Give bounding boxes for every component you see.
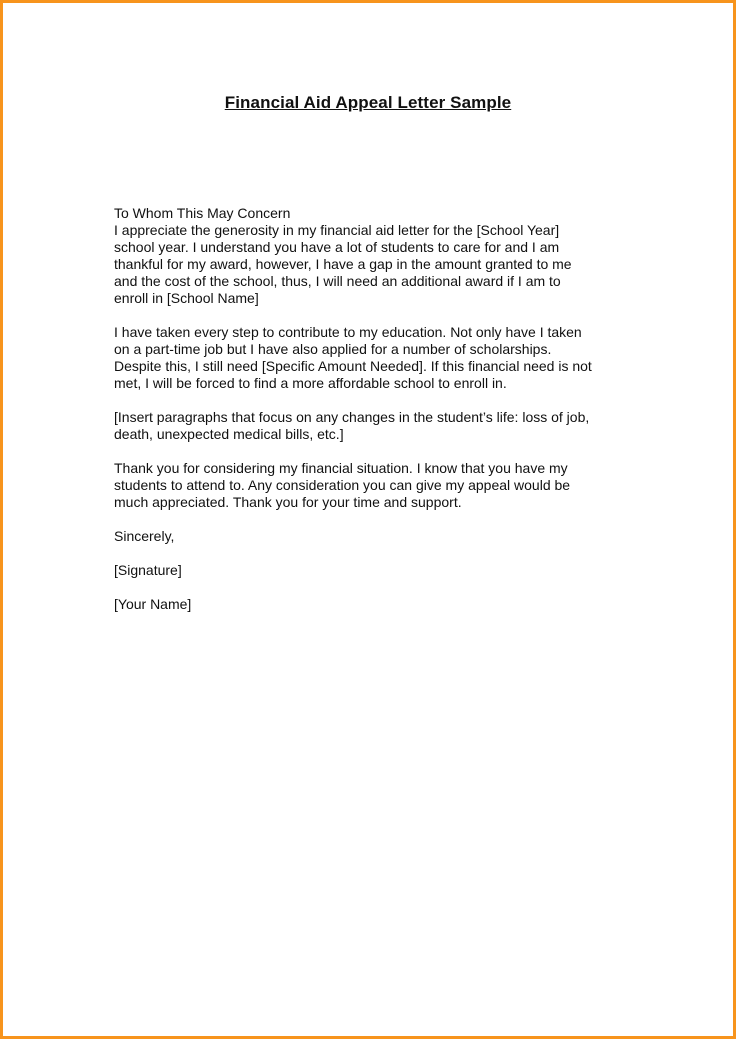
paragraph-gap [114,579,634,596]
paragraph-gap [114,545,634,562]
salutation: To Whom This May Concern [114,205,291,221]
paragraph-line: met, I will be forced to find a more affordable school to enroll in. [114,375,507,391]
paragraph-line: thankful for my award, however, I have a gap in the amount granted to me [114,256,572,272]
paragraph-line: I appreciate the generosity in my financial aid letter for the [School Year] [114,222,560,238]
paragraph-line: and the cost of the school, thus, I will need an additional award if I am to [114,273,561,289]
paragraph-2 [114,324,634,392]
signature-placeholder: [Signature] [114,562,182,578]
paragraph-line: [Insert paragraphs that focus on any changes in the student’s life: loss of job, [114,409,590,425]
paragraph-gap [114,392,634,409]
paragraph-1 [114,222,634,307]
paragraph-line: Thank you for considering my financial situation. I know that you have my [114,460,568,476]
paragraph-gap [114,443,634,460]
name-placeholder: [Your Name] [114,596,192,612]
document-title: Financial Aid Appeal Letter Sample [224,93,512,112]
paragraph-line: on a part-time job but I have also applied for a number of scholarships. [114,341,552,357]
paragraph-line: school year. I understand you have a lot of students to care for and I am [114,239,560,255]
letter-body [114,205,634,613]
paragraph-line: death, unexpected medical bills, etc.] [114,426,344,442]
paragraph-line: I have taken every step to contribute to my education. Not only have I taken [114,324,582,340]
paragraph-line: enroll in [School Name] [114,290,259,306]
paragraph-4 [114,460,634,511]
paragraph-line: Despite this, I still need [Specific Amount Needed]. If this financial need is not [114,358,592,374]
paragraph-3 [114,409,634,443]
paragraph-line: much appreciated. Thank you for your time and support. [114,494,462,510]
paragraph-gap [114,511,634,528]
paragraph-gap [114,307,634,324]
closing: Sincerely, [114,528,175,544]
paragraph-line: students to attend to. Any consideration you can give my appeal would be [114,477,571,493]
